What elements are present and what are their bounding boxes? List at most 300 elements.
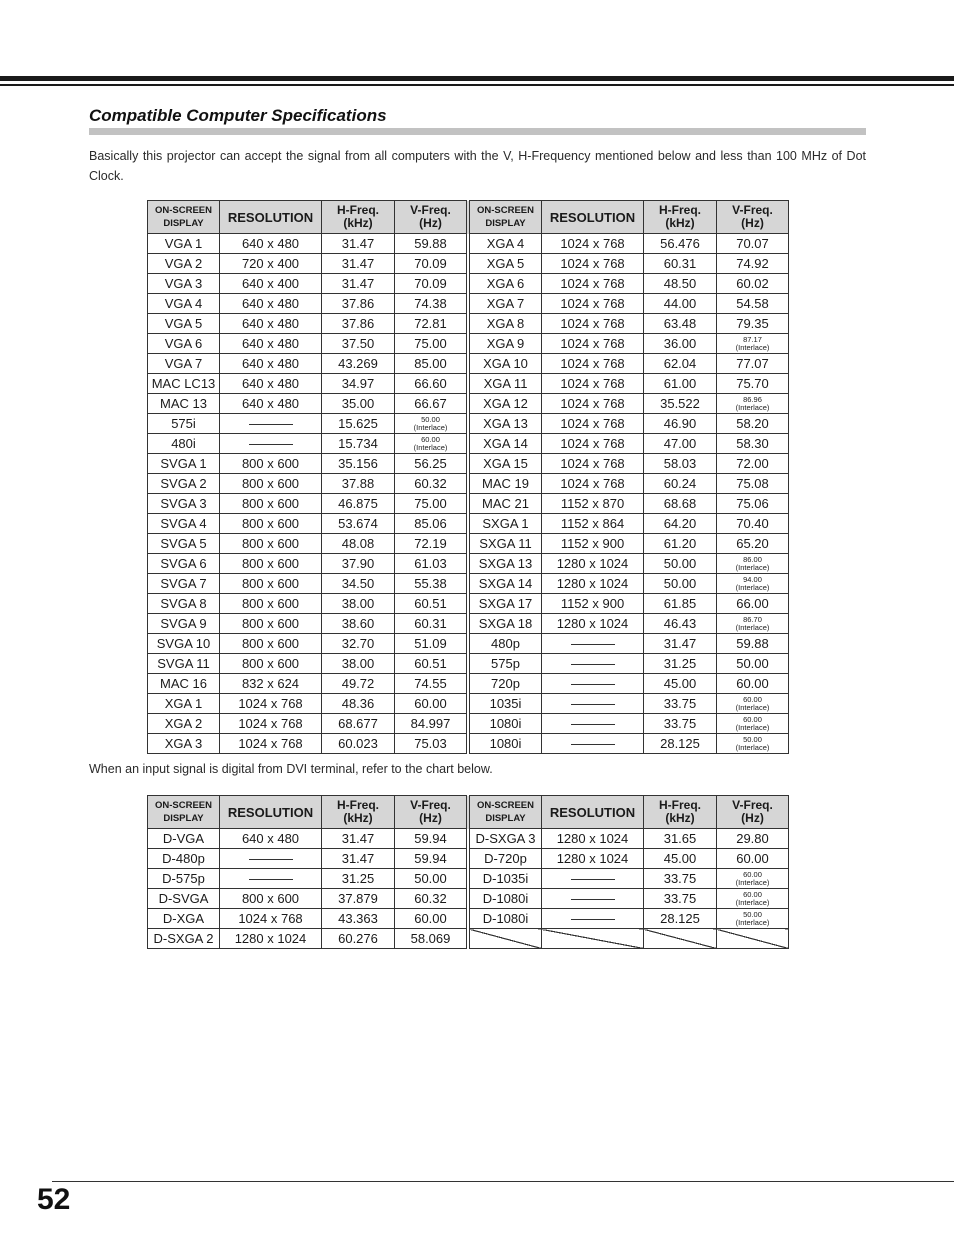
cell-vfreq: 60.51 xyxy=(395,654,467,674)
cell-hfreq: 46.43 xyxy=(644,614,717,634)
interlace-value: 86.70 (Interlace) xyxy=(735,614,770,632)
cell-display: SVGA 9 xyxy=(148,614,220,634)
cell-vfreq: 74.38 xyxy=(395,294,467,314)
header-hfreq: H-Freq. (kHz) xyxy=(322,796,395,829)
cell-hfreq: 31.47 xyxy=(322,274,395,294)
cell-hfreq: 48.50 xyxy=(644,274,717,294)
cell-vfreq: 59.94 xyxy=(395,829,467,849)
cell-resolution: 1280 x 1024 xyxy=(542,574,644,594)
not-applicable-dash xyxy=(571,899,615,900)
cell-vfreq: 60.00 xyxy=(395,694,467,714)
not-applicable-dash xyxy=(571,704,615,705)
cell-vfreq: 72.00 xyxy=(717,454,789,474)
not-applicable-dash xyxy=(571,744,615,745)
cell-resolution: 640 x 480 xyxy=(220,294,322,314)
page-number: 52 xyxy=(37,1183,71,1216)
cell-display: D-SXGA 3 xyxy=(470,829,542,849)
cell-vfreq: 72.19 xyxy=(395,534,467,554)
cell-display: MAC 16 xyxy=(148,674,220,694)
interlace-value: 50.00 (Interlace) xyxy=(413,414,448,432)
cell-display: XGA 12 xyxy=(470,394,542,414)
not-applicable-dash xyxy=(571,684,615,685)
cell-resolution: 1024 x 768 xyxy=(542,414,644,434)
cell-resolution xyxy=(542,694,644,714)
cell-display: SXGA 18 xyxy=(470,614,542,634)
table-row xyxy=(148,294,789,314)
cell-vfreq: 75.06 xyxy=(717,494,789,514)
table-row xyxy=(148,454,789,474)
table-row xyxy=(148,434,789,454)
cell-display: D-720p xyxy=(470,849,542,869)
cell-vfreq: 66.67 xyxy=(395,394,467,414)
not-applicable-dash xyxy=(571,919,615,920)
header-display: ON-SCREEN DISPLAY xyxy=(148,201,220,234)
cell-vfreq: 50.00 xyxy=(395,869,467,889)
table-row xyxy=(148,534,789,554)
cell-display: 480p xyxy=(470,634,542,654)
not-applicable-dash xyxy=(249,859,293,860)
cell-resolution: 1152 x 870 xyxy=(542,494,644,514)
table-header-row xyxy=(148,796,789,829)
cell-display: XGA 7 xyxy=(470,294,542,314)
cell-resolution: 1024 x 768 xyxy=(542,454,644,474)
cell-display: MAC 19 xyxy=(470,474,542,494)
cell-resolution: 1152 x 864 xyxy=(542,514,644,534)
cell-hfreq: 28.125 xyxy=(644,734,717,754)
cell-display: SVGA 3 xyxy=(148,494,220,514)
table-row xyxy=(148,334,789,354)
cell-resolution: 1024 x 768 xyxy=(542,334,644,354)
cell-hfreq: 38.60 xyxy=(322,614,395,634)
cell-display: VGA 4 xyxy=(148,294,220,314)
cell-resolution: 1152 x 900 xyxy=(542,534,644,554)
cell-resolution: 800 x 600 xyxy=(220,614,322,634)
cell-vfreq: 74.55 xyxy=(395,674,467,694)
cell-resolution: 1024 x 768 xyxy=(542,354,644,374)
cell-display: SVGA 8 xyxy=(148,594,220,614)
table-row xyxy=(148,254,789,274)
cell-vfreq: 54.58 xyxy=(717,294,789,314)
cell-display: D-1035i xyxy=(470,869,542,889)
cell-display: 1080i xyxy=(470,714,542,734)
cell-hfreq: 31.25 xyxy=(644,654,717,674)
cell-display: XGA 11 xyxy=(470,374,542,394)
not-applicable-dash xyxy=(249,444,293,445)
table-row xyxy=(148,374,789,394)
cell-resolution: 1024 x 768 xyxy=(542,394,644,414)
cell-display: XGA 8 xyxy=(470,314,542,334)
interlace-value: 60.00 (Interlace) xyxy=(735,889,770,907)
cell-hfreq: 37.88 xyxy=(322,474,395,494)
cell-resolution: 800 x 600 xyxy=(220,634,322,654)
cell-hfreq: 68.68 xyxy=(644,494,717,514)
cell-vfreq: 51.09 xyxy=(395,634,467,654)
cell-vfreq xyxy=(717,334,789,354)
interlace-value: 94.00 (Interlace) xyxy=(735,574,770,592)
cell-vfreq: 75.00 xyxy=(395,494,467,514)
table-row xyxy=(148,714,789,734)
cell-resolution: 800 x 600 xyxy=(220,474,322,494)
cell-vfreq: 60.32 xyxy=(395,474,467,494)
cell-hfreq: 49.72 xyxy=(322,674,395,694)
cell-display: MAC 21 xyxy=(470,494,542,514)
table-row xyxy=(148,869,789,889)
cell-display: SVGA 4 xyxy=(148,514,220,534)
header-display: ON-SCREEN DISPLAY xyxy=(470,201,542,234)
cell-resolution xyxy=(220,849,322,869)
cell-vfreq: 58.20 xyxy=(717,414,789,434)
cell-resolution: 1024 x 768 xyxy=(542,294,644,314)
cell-resolution xyxy=(220,869,322,889)
table-row xyxy=(148,474,789,494)
cell-resolution: 1024 x 768 xyxy=(542,314,644,334)
cell-display: MAC 13 xyxy=(148,394,220,414)
cell-resolution xyxy=(542,674,644,694)
cell-vfreq: 60.32 xyxy=(395,889,467,909)
cell-hfreq: 37.86 xyxy=(322,294,395,314)
cell-display: SVGA 7 xyxy=(148,574,220,594)
dvi-note: When an input signal is digital from DVI terminal, refer to the chart below. xyxy=(89,762,493,776)
cell-hfreq: 60.023 xyxy=(322,734,395,754)
section-title: Compatible Computer Specifications xyxy=(89,106,387,125)
cell-display: XGA 15 xyxy=(470,454,542,474)
title-underline-bar xyxy=(89,128,866,135)
cell-resolution xyxy=(542,654,644,674)
cell-resolution: 1024 x 768 xyxy=(220,714,322,734)
cell-hfreq: 31.47 xyxy=(322,829,395,849)
top-rule xyxy=(0,76,954,81)
not-applicable-dash xyxy=(249,424,293,425)
cell-resolution: 832 x 624 xyxy=(220,674,322,694)
cell-vfreq: 85.00 xyxy=(395,354,467,374)
cell-display: MAC LC13 xyxy=(148,374,220,394)
cell-hfreq: 34.97 xyxy=(322,374,395,394)
cell-resolution: 800 x 600 xyxy=(220,494,322,514)
cell-display: XGA 9 xyxy=(470,334,542,354)
cell-display: XGA 2 xyxy=(148,714,220,734)
cell-hfreq: 53.674 xyxy=(322,514,395,534)
cell-hfreq: 43.363 xyxy=(322,909,395,929)
cell-vfreq: 84.997 xyxy=(395,714,467,734)
table-row xyxy=(148,614,789,634)
cell-vfreq: 59.94 xyxy=(395,849,467,869)
header-resolution: RESOLUTION xyxy=(542,796,644,829)
cell-display: VGA 7 xyxy=(148,354,220,374)
cell-display: 1080i xyxy=(470,734,542,754)
cell-vfreq: 72.81 xyxy=(395,314,467,334)
cell-vfreq xyxy=(717,694,789,714)
cell-vfreq xyxy=(717,614,789,634)
not-applicable-dash xyxy=(249,879,293,880)
cell-resolution: 1024 x 768 xyxy=(542,234,644,254)
cell-hfreq: 61.20 xyxy=(644,534,717,554)
cell-vfreq: 65.20 xyxy=(717,534,789,554)
cell-display: 575i xyxy=(148,414,220,434)
cell-display: VGA 6 xyxy=(148,334,220,354)
cell-resolution: 1024 x 768 xyxy=(542,474,644,494)
cell-vfreq: 60.00 xyxy=(717,849,789,869)
cell-resolution: 640 x 480 xyxy=(220,394,322,414)
table-row xyxy=(148,929,789,949)
cell-display: XGA 6 xyxy=(470,274,542,294)
header-vfreq: V-Freq. (Hz) xyxy=(395,201,467,234)
cell-hfreq: 35.522 xyxy=(644,394,717,414)
cell-resolution xyxy=(542,909,644,929)
table-row xyxy=(148,514,789,534)
header-display: ON-SCREEN DISPLAY xyxy=(148,796,220,829)
header-resolution: RESOLUTION xyxy=(220,201,322,234)
not-applicable-dash xyxy=(571,664,615,665)
cell-hfreq: 45.00 xyxy=(644,849,717,869)
header-vfreq: V-Freq. (Hz) xyxy=(395,796,467,829)
cell-resolution: 800 x 600 xyxy=(220,889,322,909)
cell-vfreq: 60.02 xyxy=(717,274,789,294)
cell-hfreq: 63.48 xyxy=(644,314,717,334)
cell-display: VGA 5 xyxy=(148,314,220,334)
cell-hfreq: 31.47 xyxy=(644,634,717,654)
cell-display: 1035i xyxy=(470,694,542,714)
cell-hfreq: 15.625 xyxy=(322,414,395,434)
cell-resolution: 640 x 480 xyxy=(220,354,322,374)
cell-resolution: 1024 x 768 xyxy=(220,694,322,714)
header-vfreq: V-Freq. (Hz) xyxy=(717,201,789,234)
cell-hfreq: 37.879 xyxy=(322,889,395,909)
table-row xyxy=(148,909,789,929)
cell-hfreq: 33.75 xyxy=(644,714,717,734)
cell-hfreq: 37.50 xyxy=(322,334,395,354)
cell-hfreq: 31.47 xyxy=(322,234,395,254)
cell-display: XGA 1 xyxy=(148,694,220,714)
cell-display: SVGA 10 xyxy=(148,634,220,654)
cell-display: XGA 13 xyxy=(470,414,542,434)
cell-resolution: 1024 x 768 xyxy=(542,374,644,394)
table-row xyxy=(148,654,789,674)
cell-hfreq: 34.50 xyxy=(322,574,395,594)
cell-hfreq: 38.00 xyxy=(322,654,395,674)
cell-resolution: 640 x 480 xyxy=(220,374,322,394)
cell-hfreq: 62.04 xyxy=(644,354,717,374)
table-row xyxy=(148,889,789,909)
interlace-value: 60.00 (Interlace) xyxy=(735,869,770,887)
cell-vfreq: 50.00 xyxy=(717,654,789,674)
table-row xyxy=(148,574,789,594)
cell-vfreq: 56.25 xyxy=(395,454,467,474)
interlace-value: 60.00 (Interlace) xyxy=(413,434,448,452)
header-hfreq: H-Freq. (kHz) xyxy=(644,201,717,234)
cell-display: D-480p xyxy=(148,849,220,869)
header-resolution: RESOLUTION xyxy=(220,796,322,829)
cell-resolution: 800 x 600 xyxy=(220,534,322,554)
cell-display: XGA 4 xyxy=(470,234,542,254)
cell-display: D-SVGA xyxy=(148,889,220,909)
cell-display: VGA 3 xyxy=(148,274,220,294)
cell-hfreq: 33.75 xyxy=(644,889,717,909)
cell-hfreq: 43.269 xyxy=(322,354,395,374)
table-row xyxy=(148,849,789,869)
cell-display: SXGA 17 xyxy=(470,594,542,614)
cell-display: 480i xyxy=(148,434,220,454)
cell-vfreq xyxy=(717,714,789,734)
cell-vfreq xyxy=(717,394,789,414)
table-row xyxy=(148,554,789,574)
table-row xyxy=(148,494,789,514)
table-row xyxy=(148,314,789,334)
cell-vfreq xyxy=(717,869,789,889)
header-hfreq: H-Freq. (kHz) xyxy=(644,796,717,829)
cell-resolution: 800 x 600 xyxy=(220,454,322,474)
cell-hfreq: 38.00 xyxy=(322,594,395,614)
cell-vfreq: 74.92 xyxy=(717,254,789,274)
cell-display: XGA 3 xyxy=(148,734,220,754)
cell-resolution: 1024 x 768 xyxy=(220,909,322,929)
cell-hfreq: 47.00 xyxy=(644,434,717,454)
interlace-value: 87.17 (Interlace) xyxy=(735,334,770,352)
cell-vfreq: 70.09 xyxy=(395,274,467,294)
cell-resolution: 1024 x 768 xyxy=(542,254,644,274)
cell-display: VGA 2 xyxy=(148,254,220,274)
cell-hfreq: 68.677 xyxy=(322,714,395,734)
table-row xyxy=(148,414,789,434)
cell-resolution: 640 x 480 xyxy=(220,314,322,334)
cell-vfreq xyxy=(717,574,789,594)
interlace-value: 50.00 (Interlace) xyxy=(735,909,770,927)
cell-display: SVGA 1 xyxy=(148,454,220,474)
compatible-signals-table xyxy=(147,200,789,754)
cell-resolution: 1280 x 1024 xyxy=(542,829,644,849)
cell-vfreq: 70.40 xyxy=(717,514,789,534)
cell-vfreq: 70.09 xyxy=(395,254,467,274)
cell-resolution: 800 x 600 xyxy=(220,554,322,574)
cell-vfreq: 58.069 xyxy=(395,929,467,949)
cell-resolution xyxy=(542,889,644,909)
cell-hfreq: 61.85 xyxy=(644,594,717,614)
cell-resolution: 1152 x 900 xyxy=(542,594,644,614)
empty-cell xyxy=(542,929,644,949)
table-row xyxy=(148,354,789,374)
empty-cell xyxy=(644,929,717,949)
cell-resolution: 800 x 600 xyxy=(220,574,322,594)
cell-vfreq: 66.60 xyxy=(395,374,467,394)
table-row xyxy=(148,234,789,254)
cell-hfreq: 50.00 xyxy=(644,574,717,594)
cell-resolution: 800 x 600 xyxy=(220,654,322,674)
cell-vfreq xyxy=(717,734,789,754)
cell-vfreq: 75.70 xyxy=(717,374,789,394)
interlace-value: 60.00 (Interlace) xyxy=(735,694,770,712)
dvi-signals-table xyxy=(147,795,789,949)
cell-hfreq: 46.875 xyxy=(322,494,395,514)
cell-hfreq: 58.03 xyxy=(644,454,717,474)
cell-vfreq: 77.07 xyxy=(717,354,789,374)
cell-display: D-575p xyxy=(148,869,220,889)
cell-vfreq: 85.06 xyxy=(395,514,467,534)
table-header-row xyxy=(148,201,789,234)
cell-vfreq xyxy=(717,909,789,929)
cell-display: SVGA 2 xyxy=(148,474,220,494)
cell-hfreq: 56.476 xyxy=(644,234,717,254)
cell-vfreq: 60.00 xyxy=(395,909,467,929)
cell-resolution: 720 x 400 xyxy=(220,254,322,274)
cell-vfreq: 60.51 xyxy=(395,594,467,614)
table-row xyxy=(148,394,789,414)
cell-display: SXGA 1 xyxy=(470,514,542,534)
cell-hfreq: 35.156 xyxy=(322,454,395,474)
cell-resolution: 1280 x 1024 xyxy=(220,929,322,949)
cell-vfreq: 75.03 xyxy=(395,734,467,754)
cell-display: D-SXGA 2 xyxy=(148,929,220,949)
cell-display: SVGA 6 xyxy=(148,554,220,574)
cell-resolution: 1280 x 1024 xyxy=(542,554,644,574)
cell-vfreq: 70.07 xyxy=(717,234,789,254)
cell-hfreq: 44.00 xyxy=(644,294,717,314)
interlace-value: 86.96 (Interlace) xyxy=(735,394,770,412)
cell-hfreq: 31.47 xyxy=(322,254,395,274)
cell-vfreq: 75.00 xyxy=(395,334,467,354)
empty-cell xyxy=(470,929,542,949)
cell-resolution xyxy=(542,714,644,734)
cell-resolution: 640 x 480 xyxy=(220,234,322,254)
cell-resolution: 1280 x 1024 xyxy=(542,849,644,869)
table-row xyxy=(148,734,789,754)
cell-hfreq: 48.36 xyxy=(322,694,395,714)
cell-vfreq xyxy=(395,414,467,434)
cell-hfreq: 60.276 xyxy=(322,929,395,949)
cell-resolution: 1024 x 768 xyxy=(220,734,322,754)
cell-hfreq: 37.86 xyxy=(322,314,395,334)
cell-display: SXGA 11 xyxy=(470,534,542,554)
cell-display: 575p xyxy=(470,654,542,674)
cell-vfreq: 60.00 xyxy=(717,674,789,694)
cell-display: SVGA 5 xyxy=(148,534,220,554)
cell-vfreq: 59.88 xyxy=(395,234,467,254)
cell-display: SVGA 11 xyxy=(148,654,220,674)
cell-vfreq: 60.31 xyxy=(395,614,467,634)
cell-vfreq xyxy=(717,554,789,574)
cell-hfreq: 50.00 xyxy=(644,554,717,574)
interlace-value: 50.00 (Interlace) xyxy=(735,734,770,752)
cell-display: SXGA 13 xyxy=(470,554,542,574)
cell-hfreq: 31.25 xyxy=(322,869,395,889)
cell-resolution xyxy=(542,734,644,754)
cell-display: D-1080i xyxy=(470,909,542,929)
cell-resolution: 1280 x 1024 xyxy=(542,614,644,634)
cell-hfreq: 35.00 xyxy=(322,394,395,414)
cell-display: 720p xyxy=(470,674,542,694)
cell-display: D-VGA xyxy=(148,829,220,849)
intro-paragraph: Basically this projector can accept the signal from all computers with the V, H-Frequency mentioned below and less than 100 MHz of Dot Clock. xyxy=(89,149,866,183)
footer-rule xyxy=(52,1181,954,1182)
table-row xyxy=(148,829,789,849)
header-display: ON-SCREEN DISPLAY xyxy=(470,796,542,829)
cell-hfreq: 64.20 xyxy=(644,514,717,534)
cell-hfreq: 46.90 xyxy=(644,414,717,434)
cell-vfreq: 75.08 xyxy=(717,474,789,494)
empty-cell xyxy=(717,929,789,949)
cell-hfreq: 33.75 xyxy=(644,869,717,889)
cell-hfreq: 15.734 xyxy=(322,434,395,454)
cell-display: SXGA 14 xyxy=(470,574,542,594)
cell-display: D-1080i xyxy=(470,889,542,909)
top-rule-thin xyxy=(0,84,954,86)
table-row xyxy=(148,274,789,294)
cell-hfreq: 60.31 xyxy=(644,254,717,274)
cell-resolution: 800 x 600 xyxy=(220,514,322,534)
cell-resolution: 640 x 480 xyxy=(220,334,322,354)
cell-display: XGA 14 xyxy=(470,434,542,454)
cell-hfreq: 33.75 xyxy=(644,694,717,714)
cell-display: D-XGA xyxy=(148,909,220,929)
cell-resolution: 800 x 600 xyxy=(220,594,322,614)
